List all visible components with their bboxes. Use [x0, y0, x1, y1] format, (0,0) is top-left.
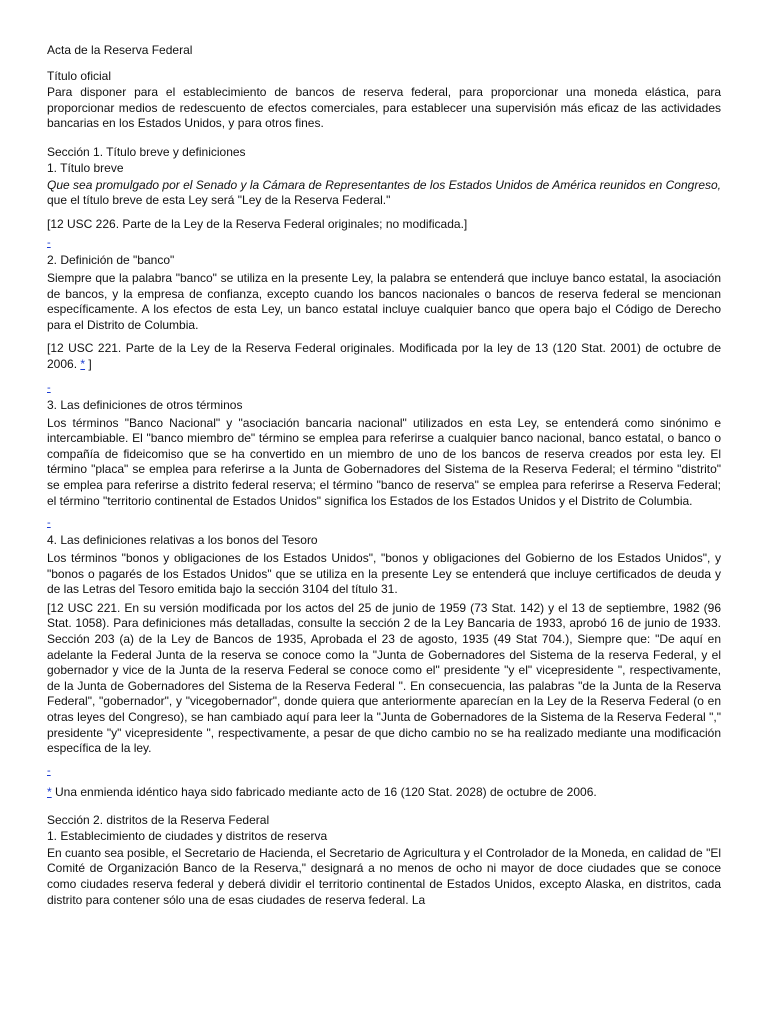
section-1-4-reference: [12 USC 221. En su versión modificada por los actos del 25 de junio de 1959 (73 Stat. 142) y el 13 de septiembre, 1982 (96 Stat. 1058). Para definiciones más detalladas, consulte la sección 2 de la Ley Bancaria de 1933, aprobó 16 de junio de 1933. Sección 203 (a) de la Ley de Bancos de 1935, Aprobada el 23 de agosto, 1935 (49 Stat 704.), Siempre que: "De aquí en adelante la Federal Junta de la reserva se conoce como la "Junta de Gobernadores del Sistema de la reserva Federal, y el gobernador y vice de la Junta de la reserva Federal se conoce como el" presidente "y el" vicepresidente ", respectivamente, de la Junta de Gobernadores del Sistema de la Reserva Federal ". En consecuencia, las palabras "de la Junta de la Reserva Federal", "gobernador", y "vicegobernador", donde quiera que anteriormente aparecían en la Ley de la Reserva Federal (o en otras leyes del Congreso), se han cambiado aquí para leer la "Junta de Gobernadores de la Sistema de la Reserva Federal "," presidente "y" vicepresidente ", respectivamente, a pesar de que dicho cambio no se ha realizado mediante una modificación específica de la ley.	[47, 600, 721, 756]
footnote-marker[interactable]: *	[47, 784, 52, 799]
section-1-1-heading: 1. Título breve	[47, 160, 124, 175]
section-1-1-reference: [12 USC 226. Parte de la Ley de la Reserva Federal originales; no modificada.]	[47, 216, 468, 231]
reference-text: [12 USC 221. Parte de la Ley de la Reserva Federal originales. Modificada por la ley de 13 (120 Stat. 2001) de octubre de 2006.	[47, 341, 721, 371]
section-1-3-heading: 3. Las definiciones de otros términos	[47, 397, 243, 412]
section-2-1-heading: 1. Establecimiento de ciudades y distritos de reserva	[47, 828, 328, 843]
reference-close: ]	[85, 356, 92, 371]
section-1-2-reference	[47, 341, 721, 372]
separator-link[interactable]: -	[47, 236, 51, 249]
section-1-4-text: Los términos "bonos y obligaciones de los Estados Unidos", "bonos y obligaciones del Gobierno de los Estados Unidos", y "bonos o pagarés de los Estados Unidos" que se utiliza en la presente Ley se entenderá que incluye certificados de deuda y de las Letras del Tesoro emitida bajo la sección 3104 del título 31.	[47, 551, 721, 597]
section-2-1-text: En cuanto sea posible, el Secretario de Hacienda, el Secretario de Agricultura y el Controlador de la Moneda, en calidad de "El Comité de Organización Banco de la Reserva," designará a no menos de ocho ni mayor de doce ciudades que se conoce como ciudades reserva federal y deberá dividir el territorio continental de Estados Unidos, excepto Alaska, en distritos, cada distrito para contener sólo una de esas ciudades de reserva federal. La	[47, 845, 721, 907]
separator-link[interactable]: -	[47, 517, 51, 530]
short-title-text: que el título breve de esta Ley será "Ley de la Reserva Federal."	[47, 193, 391, 208]
official-title-label: Título oficial	[47, 69, 112, 83]
footnote-text: Una enmienda idéntico haya sido fabricado mediante acto de 16 (120 Stat. 2028) de octubre de 2006.	[51, 784, 597, 799]
section-1-2-heading: 2. Definición de "banco"	[47, 252, 175, 267]
section-1-1-text	[47, 178, 721, 209]
official-title-text: Para disponer para el establecimiento de bancos de reserva federal, para proporcionar una moneda elástica, para proporcionar medios de redescuento de efectos comerciales, para establecer una supervisión más eficaz de las actividades bancarias en los Estados Unidos, y para otros fines.	[47, 85, 721, 131]
section-2-heading: Sección 2. distritos de la Reserva Federal	[47, 812, 270, 827]
section-1-3-text: Los términos "Banco Nacional" y "asociación bancaria nacional" utilizados en esta Ley, se entenderá como sinónimo e intercambiable. El "banco miembro de" término se emplea para referirse a cualquier banco nacional, banco estatal, o banco o compañía de fideicomiso que se ha convertido en un miembro de uno de los bancos de reserva creados por esta ley. El término "placa" se emplea para referirse a la Junta de Gobernadores del Sistema de la Reserva Federal; el término "distrito" se emplea para referirse a distrito federal reserva; el término "banco de reserva" se emplea para referirse a Reserva Federal; el término "territorio continental de Estados Unidos" significa los Estados de los Estados Unidos y el Distrito de Columbia.	[47, 415, 721, 508]
section-1-2-text: Siempre que la palabra "banco" se utiliza en la presente Ley, la palabra se entenderá que incluye banco estatal, la asociación de bancos, y la empresa de confianza, excepto cuando los bancos nacionales o bancos de reserva federal se mencionan específicamente. A los efectos de esta Ley, un banco estatal incluye cualquier banco que opera bajo el Código de Derecho para el Distrito de Columbia.	[47, 270, 721, 332]
section-1-heading: Sección 1. Título breve y definiciones	[47, 144, 246, 159]
separator-link[interactable]: -	[47, 381, 51, 394]
separator-link[interactable]: -	[47, 764, 51, 777]
document-body	[47, 42, 721, 908]
enacting-clause: Que sea promulgado por el Senado y la Cámara de Representantes de los Estados Unidos de América reunidos en Congreso,	[47, 177, 721, 192]
section-1-4-heading: 4. Las definiciones relativas a los bonos del Tesoro	[47, 533, 318, 548]
footnote-link[interactable]: *	[80, 356, 86, 371]
footnote	[47, 784, 721, 800]
document-title: Acta de la Reserva Federal	[47, 43, 193, 57]
